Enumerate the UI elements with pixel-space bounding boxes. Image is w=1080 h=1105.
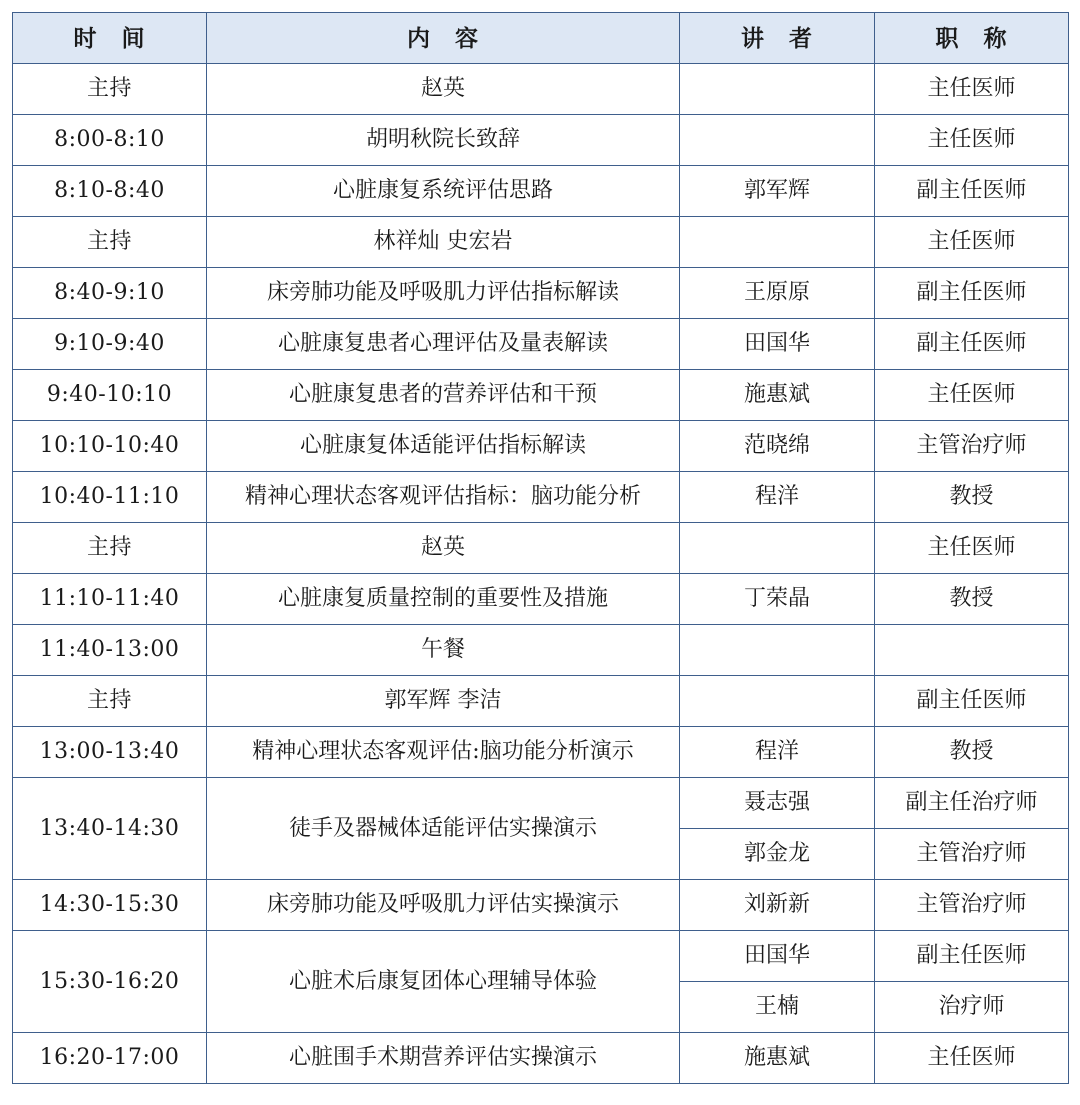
table-header	[13, 13, 1069, 64]
cell-time: 10:10-10:40	[13, 421, 207, 472]
cell-speaker	[680, 676, 875, 727]
header-title: 职 称	[875, 13, 1069, 64]
cell-content: 心脏围手术期营养评估实操演示	[207, 1033, 680, 1084]
cell-time: 8:00-8:10	[13, 115, 207, 166]
cell-title: 副主任医师	[875, 268, 1069, 319]
cell-time: 14:30-15:30	[13, 880, 207, 931]
cell-title: 教授	[875, 574, 1069, 625]
table-row	[13, 523, 1069, 574]
cell-title: 主任医师	[875, 115, 1069, 166]
table-row	[13, 1033, 1069, 1084]
cell-content: 心脏康复患者的营养评估和干预	[207, 370, 680, 421]
table-row	[13, 166, 1069, 217]
cell-content: 心脏康复患者心理评估及量表解读	[207, 319, 680, 370]
cell-content: 午餐	[207, 625, 680, 676]
table-row	[13, 370, 1069, 421]
cell-time: 9:40-10:10	[13, 370, 207, 421]
cell-time: 13:40-14:30	[13, 778, 207, 880]
table-row	[13, 676, 1069, 727]
cell-title: 主任医师	[875, 370, 1069, 421]
cell-speaker: 施惠斌	[680, 370, 875, 421]
table-row	[13, 778, 1069, 829]
cell-speaker: 郭军辉	[680, 166, 875, 217]
table-row	[13, 472, 1069, 523]
cell-title: 主管治疗师	[875, 421, 1069, 472]
cell-time: 11:40-13:00	[13, 625, 207, 676]
cell-time: 13:00-13:40	[13, 727, 207, 778]
cell-content: 赵英	[207, 64, 680, 115]
table-row	[13, 625, 1069, 676]
cell-content: 心脏康复质量控制的重要性及措施	[207, 574, 680, 625]
cell-speaker: 聂志强	[680, 778, 875, 829]
header-time: 时 间	[13, 13, 207, 64]
cell-content: 心脏康复系统评估思路	[207, 166, 680, 217]
cell-speaker: 王原原	[680, 268, 875, 319]
table-row	[13, 268, 1069, 319]
cell-content: 床旁肺功能及呼吸肌力评估指标解读	[207, 268, 680, 319]
table-row	[13, 319, 1069, 370]
cell-content: 心脏康复体适能评估指标解读	[207, 421, 680, 472]
table-row	[13, 727, 1069, 778]
cell-title: 治疗师	[875, 982, 1069, 1033]
table-row	[13, 574, 1069, 625]
cell-speaker: 程洋	[680, 727, 875, 778]
cell-time: 主持	[13, 676, 207, 727]
table-row	[13, 217, 1069, 268]
cell-content: 精神心理状态客观评估:脑功能分析演示	[207, 727, 680, 778]
cell-title: 主任医师	[875, 64, 1069, 115]
cell-time: 11:10-11:40	[13, 574, 207, 625]
cell-speaker	[680, 217, 875, 268]
cell-title: 教授	[875, 472, 1069, 523]
cell-speaker: 程洋	[680, 472, 875, 523]
cell-title: 主管治疗师	[875, 829, 1069, 880]
cell-time: 主持	[13, 64, 207, 115]
cell-time: 8:40-9:10	[13, 268, 207, 319]
cell-title: 主任医师	[875, 1033, 1069, 1084]
cell-speaker	[680, 64, 875, 115]
cell-time: 10:40-11:10	[13, 472, 207, 523]
header-speaker: 讲 者	[680, 13, 875, 64]
cell-title: 主任医师	[875, 523, 1069, 574]
table-row	[13, 421, 1069, 472]
cell-title: 副主任医师	[875, 676, 1069, 727]
cell-speaker: 刘新新	[680, 880, 875, 931]
header-row	[13, 13, 1069, 64]
cell-time: 16:20-17:00	[13, 1033, 207, 1084]
cell-content: 徒手及器械体适能评估实操演示	[207, 778, 680, 880]
cell-speaker: 郭金龙	[680, 829, 875, 880]
cell-speaker: 田国华	[680, 319, 875, 370]
cell-title: 副主任医师	[875, 319, 1069, 370]
cell-time: 9:10-9:40	[13, 319, 207, 370]
header-content: 内 容	[207, 13, 680, 64]
table-row	[13, 931, 1069, 982]
table-row	[13, 64, 1069, 115]
cell-content: 心脏术后康复团体心理辅导体验	[207, 931, 680, 1033]
cell-speaker: 田国华	[680, 931, 875, 982]
cell-content: 郭军辉 李洁	[207, 676, 680, 727]
cell-time: 主持	[13, 523, 207, 574]
cell-content: 精神心理状态客观评估指标：脑功能分析	[207, 472, 680, 523]
table-row	[13, 880, 1069, 931]
cell-speaker	[680, 625, 875, 676]
table-body	[13, 64, 1069, 1084]
cell-title: 副主任医师	[875, 931, 1069, 982]
cell-speaker: 王楠	[680, 982, 875, 1033]
table-row	[13, 115, 1069, 166]
cell-title: 主管治疗师	[875, 880, 1069, 931]
cell-time: 主持	[13, 217, 207, 268]
cell-content: 床旁肺功能及呼吸肌力评估实操演示	[207, 880, 680, 931]
cell-title	[875, 625, 1069, 676]
cell-title: 副主任医师	[875, 166, 1069, 217]
cell-speaker: 丁荣晶	[680, 574, 875, 625]
cell-speaker: 施惠斌	[680, 1033, 875, 1084]
cell-speaker	[680, 523, 875, 574]
schedule-table	[12, 12, 1069, 1084]
cell-time: 8:10-8:40	[13, 166, 207, 217]
cell-title: 教授	[875, 727, 1069, 778]
cell-content: 林祥灿 史宏岩	[207, 217, 680, 268]
cell-speaker: 范晓绵	[680, 421, 875, 472]
cell-time: 15:30-16:20	[13, 931, 207, 1033]
cell-title: 副主任治疗师	[875, 778, 1069, 829]
cell-speaker	[680, 115, 875, 166]
cell-content: 胡明秋院长致辞	[207, 115, 680, 166]
cell-title: 主任医师	[875, 217, 1069, 268]
cell-content: 赵英	[207, 523, 680, 574]
